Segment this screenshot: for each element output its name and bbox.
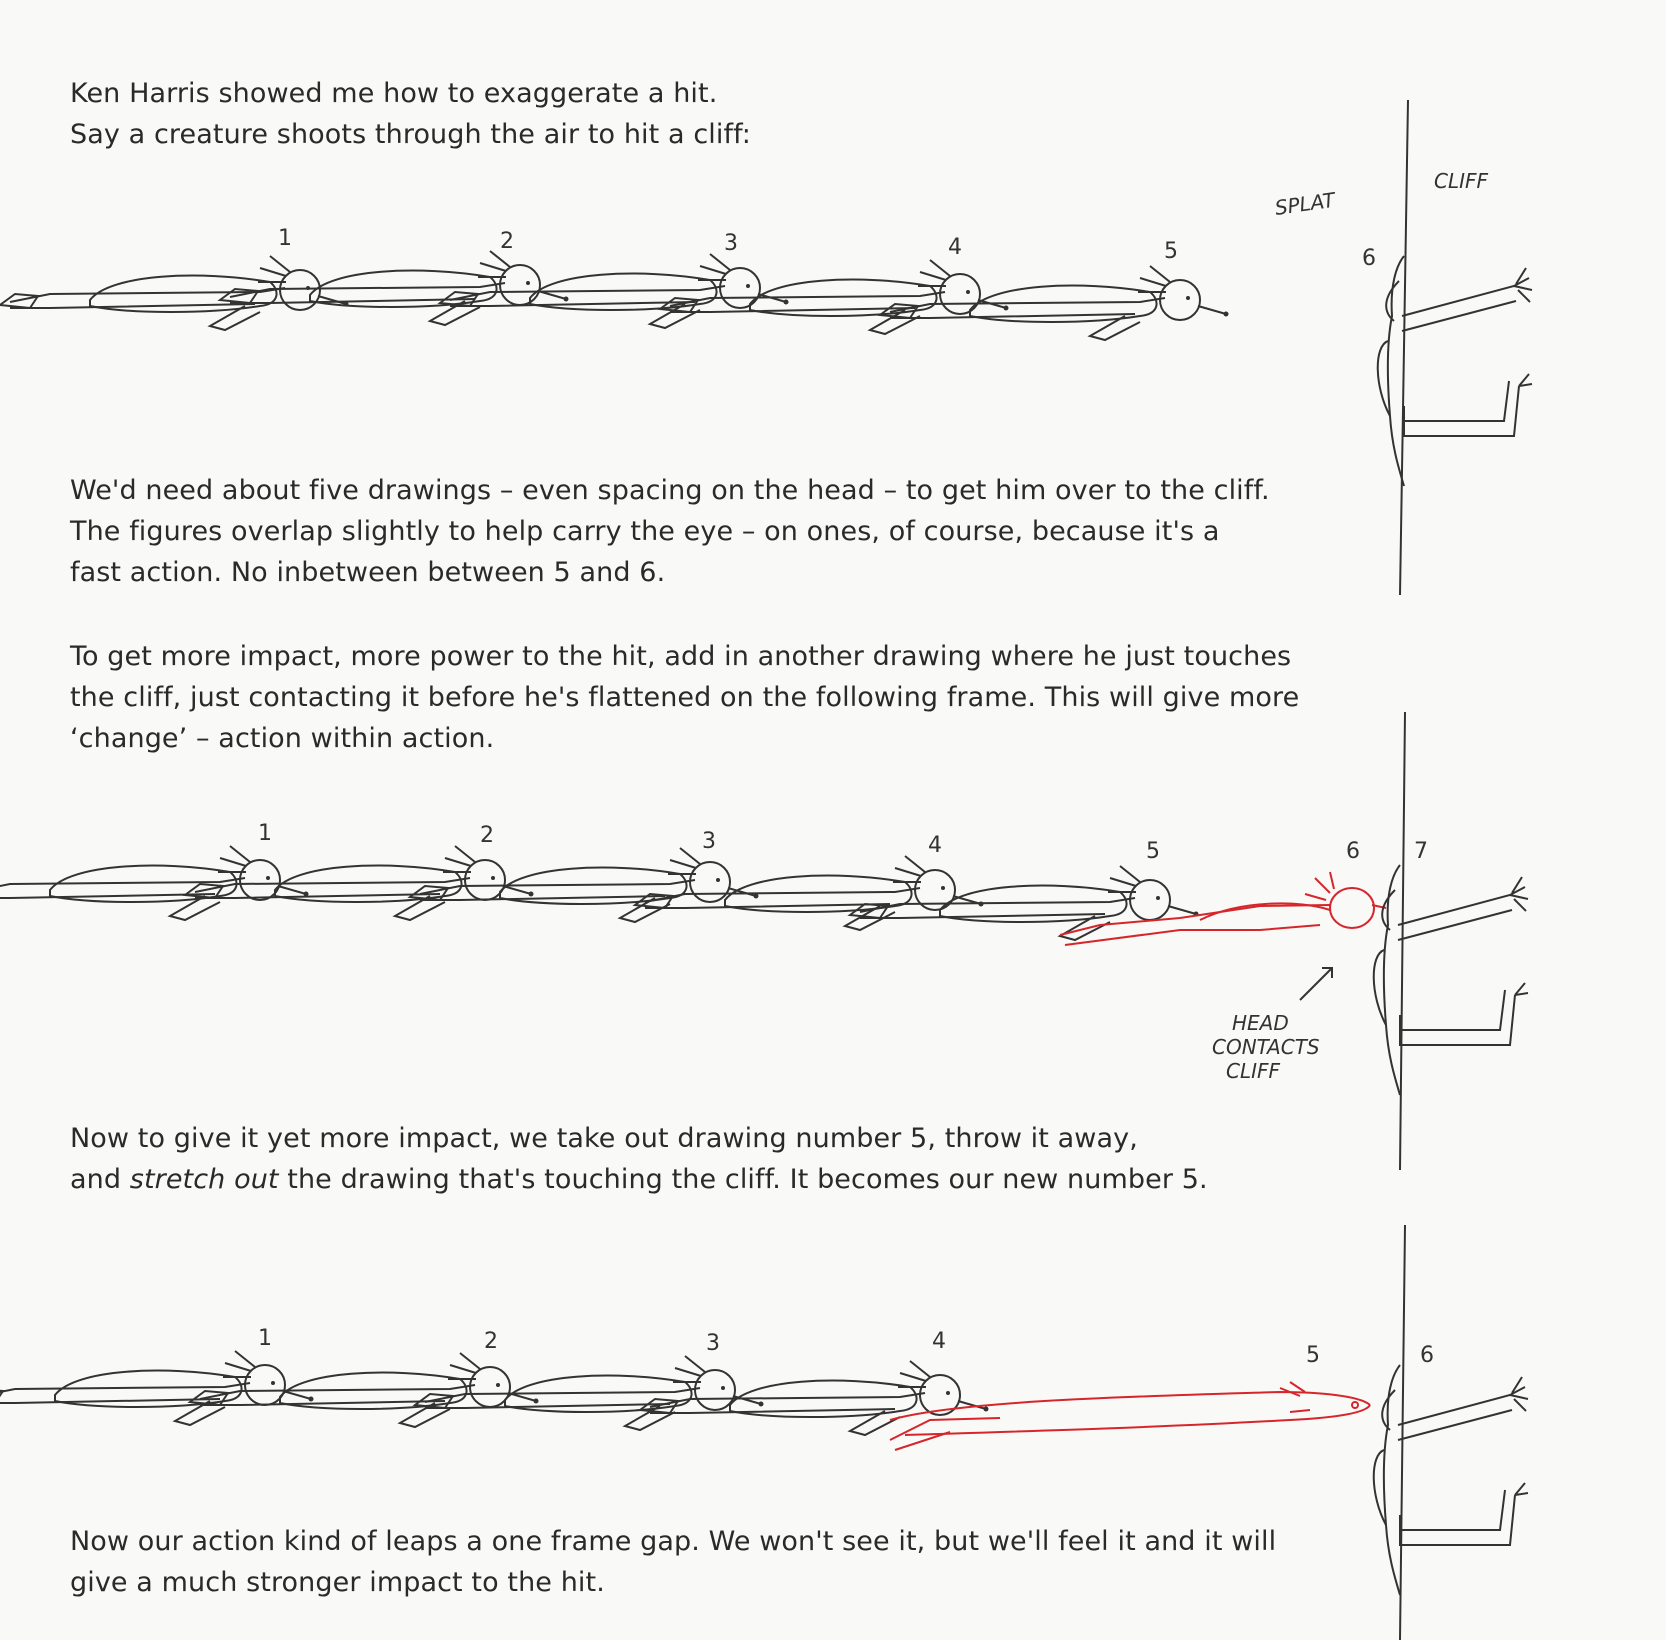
creature-drawing — [635, 856, 984, 930]
annotation-text: CONTACTS — [1212, 1035, 1320, 1059]
splat-creature — [1378, 256, 1532, 486]
creature-drawing — [850, 866, 1199, 940]
text-line: ‘change’ – action within action. — [70, 723, 495, 754]
frame-label: 1 — [258, 821, 272, 846]
frame-label: 5 — [1164, 239, 1178, 264]
text-line: We'd need about five drawings – even spacing on the head – to get him over to the cliff. — [70, 475, 1270, 506]
annotation-text: CLIFF — [1226, 1059, 1281, 1083]
creature-drawing — [660, 260, 1009, 334]
text-fragment: the drawing that's touching the cliff. It becomes our new number 5. — [278, 1164, 1208, 1195]
creature-drawing — [640, 1361, 989, 1435]
frame-label: 4 — [932, 1329, 946, 1354]
cliff-line — [1400, 1225, 1405, 1640]
text-line: Now our action kind of leaps a one frame gap. We won't see it, but we'll feel it and it will — [70, 1526, 1277, 1557]
creature-drawing — [185, 846, 534, 920]
cliff-label: CLIFF — [1434, 169, 1489, 193]
frame-label: 6 — [1346, 839, 1360, 864]
frame-label: 3 — [724, 231, 738, 256]
contact-drawing-red — [1060, 872, 1386, 945]
frame-label: 3 — [702, 829, 716, 854]
diagram-contact-drawing — [0, 712, 1528, 1170]
text-line: give a much stronger impact to the hit. — [70, 1567, 605, 1598]
frame-label: 2 — [480, 823, 494, 848]
creature-drawing — [220, 251, 569, 325]
frame-label: 6 — [1420, 1343, 1434, 1368]
creature-drawing — [410, 848, 759, 922]
diagram-five-drawings — [0, 100, 1532, 595]
text-fragment: and — [70, 1164, 130, 1195]
stretched-drawing-red — [890, 1382, 1370, 1450]
text-line: fast action. No inbetween between 5 and 6. — [70, 557, 666, 588]
frame-label: 4 — [948, 235, 962, 260]
creature-drawing — [0, 256, 349, 330]
text-line: To get more impact, more power to the hit, add in another drawing where he just touches — [70, 641, 1292, 672]
diagram-stretched-drawing — [0, 1225, 1528, 1640]
frame-label: 6 — [1362, 246, 1376, 271]
frame-label: 1 — [278, 226, 292, 251]
annotation-text: HEAD — [1232, 1011, 1289, 1035]
frame-label: 2 — [484, 1329, 498, 1354]
frame-label: 2 — [500, 229, 514, 254]
creature-drawing — [0, 1351, 314, 1425]
text-line: the cliff, just contacting it before he's flattened on the following frame. This will give more — [70, 682, 1300, 713]
creature-drawing — [190, 1353, 539, 1427]
arrow-icon — [1300, 968, 1332, 1000]
frame-label: 3 — [706, 1331, 720, 1356]
text-line: Now to give it yet more impact, we take out drawing number 5, throw it away, — [70, 1123, 1138, 1154]
text-line: The figures overlap slightly to help carry the eye – on ones, of course, because it's a — [70, 516, 1220, 547]
frame-label: 1 — [258, 1326, 272, 1351]
frame-label: 5 — [1146, 839, 1160, 864]
emphasis-text: stretch out — [129, 1164, 279, 1195]
splat-creature — [1374, 1365, 1528, 1595]
text-line: Ken Harris showed me how to exaggerate a hit. — [70, 78, 718, 109]
frame-label: 5 — [1306, 1343, 1320, 1368]
splat-creature — [1374, 865, 1528, 1095]
text-line: Say a creature shoots through the air to hit a cliff: — [70, 119, 751, 150]
cliff-line — [1400, 712, 1405, 1170]
creature-drawing — [440, 254, 789, 328]
creature-drawing — [880, 266, 1229, 340]
frame-label: 7 — [1414, 839, 1428, 864]
frame-label: 4 — [928, 833, 942, 858]
splat-label: SPLAT — [1273, 187, 1337, 220]
cliff-line — [1400, 100, 1408, 595]
creature-drawing — [415, 1356, 764, 1430]
